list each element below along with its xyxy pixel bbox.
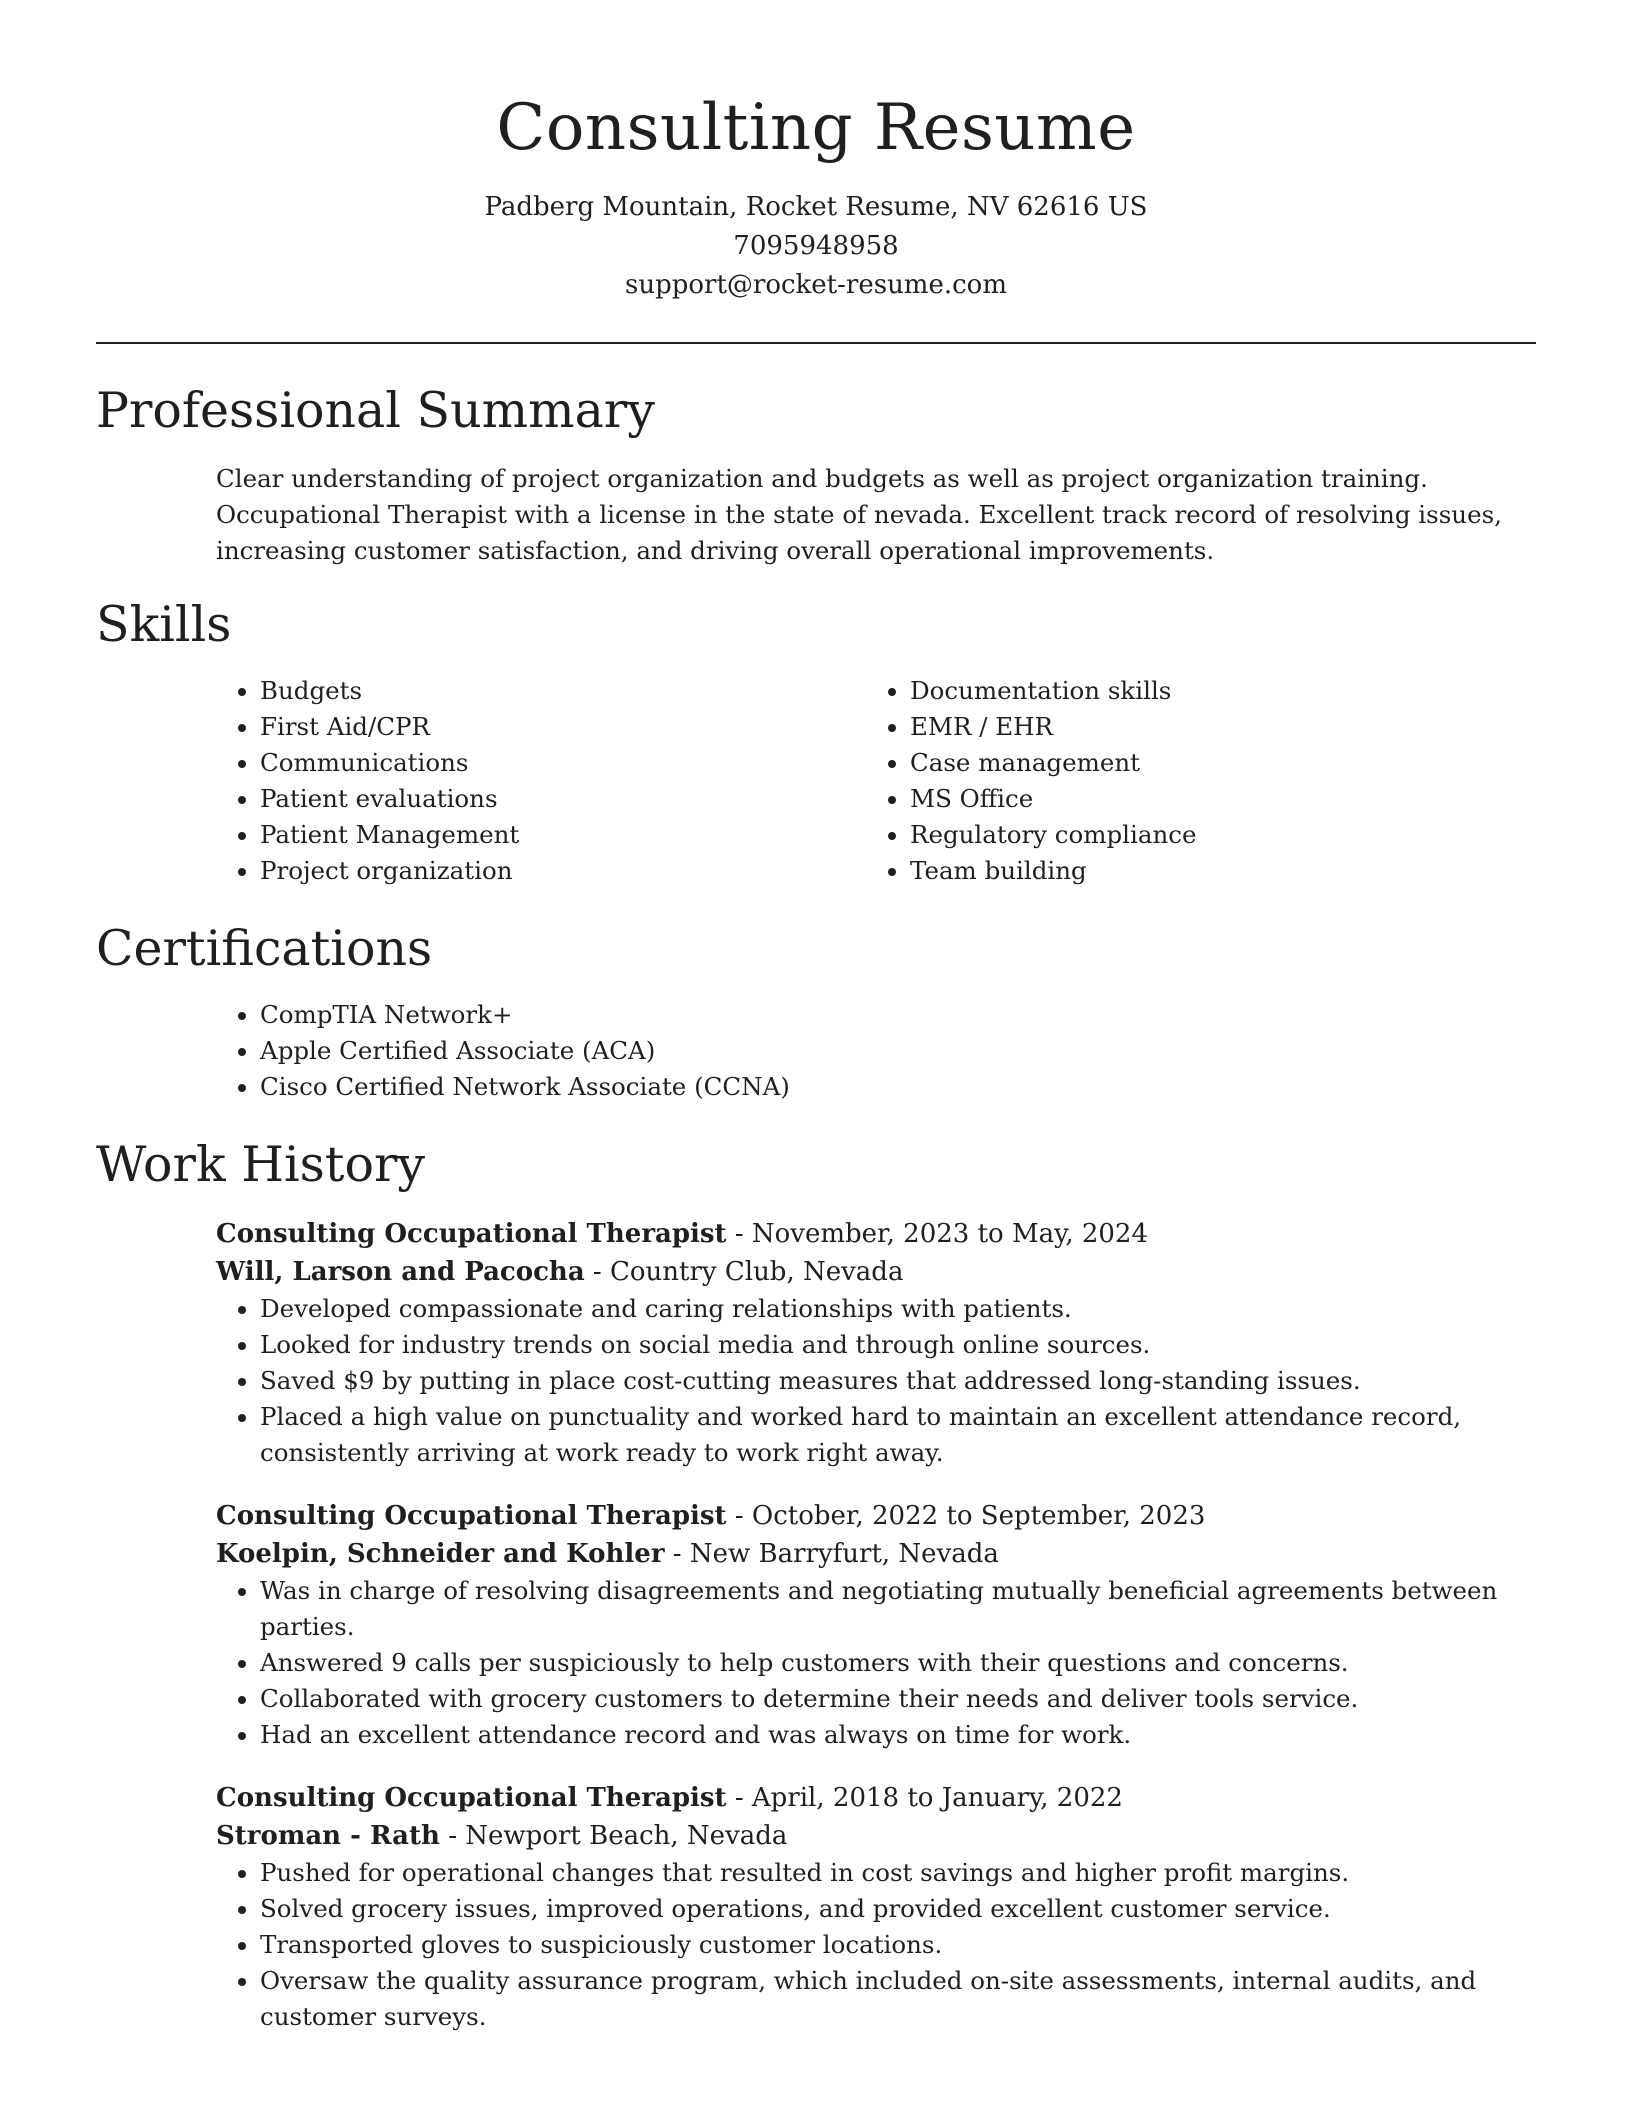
contact-block: [96, 188, 1536, 305]
certifications-heading: Certifications: [96, 920, 433, 977]
skill-item: • Regulatory compliance: [910, 817, 1516, 853]
job-company-line: [216, 1535, 1536, 1573]
skills-heading: Skills: [96, 596, 232, 653]
job-bullet: • Placed a high value on punctuality and worked hard to maintain an excellent attendance record, consistently arriving at work ready to work right away.: [260, 1399, 1536, 1471]
job-bullets: [216, 1291, 1536, 1471]
job-bullets: [216, 1855, 1536, 2035]
job-bullet: • Transported gloves to suspiciously customer locations.: [260, 1927, 1536, 1963]
certifications-section: [216, 997, 1536, 1105]
job-bullet: • Had an excellent attendance record and was always on time for work.: [260, 1717, 1536, 1753]
job-dates: - April, 2018 to January, 2022: [726, 1783, 1123, 1813]
job-bullet: • Answered 9 calls per suspiciously to help customers with their questions and concerns.: [260, 1645, 1536, 1681]
job-company: Stroman - Rath: [216, 1821, 440, 1851]
job-title-line: [216, 1497, 1536, 1535]
job-bullets: [216, 1573, 1536, 1753]
job-bullet: • Developed compassionate and caring relationships with patients.: [260, 1291, 1536, 1327]
skills-column-right: [866, 673, 1516, 889]
job-dates: - November, 2023 to May, 2024: [726, 1219, 1149, 1249]
contact-phone: 7095948958: [733, 231, 899, 261]
job-entry: [216, 1779, 1536, 2035]
header-divider: [96, 342, 1536, 344]
skill-item: • Patient evaluations: [260, 781, 866, 817]
summary-text: Clear understanding of project organization and budgets as well as project organization training. Occupational Therapist with a license in the state of nevada. Excellent track record of resolving issues, increasing customer satisfaction, and driving overall operational improvements.: [216, 464, 1502, 565]
skills-grid: [216, 673, 1536, 889]
resume-title: Consulting Resume: [496, 91, 1136, 165]
job-company: Will, Larson and Pacocha: [216, 1257, 585, 1287]
certification-item: • CompTIA Network+: [260, 997, 1536, 1033]
certification-item: • Cisco Certified Network Associate (CCNA): [260, 1069, 1536, 1105]
skill-item: • First Aid/CPR: [260, 709, 866, 745]
job-location: - New Barryfurt, Nevada: [664, 1539, 999, 1569]
resume-header: [96, 0, 1536, 305]
skills-section: [216, 673, 1536, 889]
work-history-section: [216, 1215, 1536, 2035]
skills-list-right: [866, 673, 1516, 889]
job-entry: [216, 1215, 1536, 1471]
job-bullet: • Pushed for operational changes that resulted in cost savings and higher profit margins.: [260, 1855, 1536, 1891]
contact-email: support@rocket-resume.com: [624, 270, 1007, 300]
skills-column-left: [216, 673, 866, 889]
summary-heading: Professional Summary: [96, 382, 655, 439]
job-title-line: [216, 1215, 1536, 1253]
job-title-line: [216, 1779, 1536, 1817]
job-role: Consulting Occupational Therapist: [216, 1501, 727, 1531]
job-role: Consulting Occupational Therapist: [216, 1783, 727, 1813]
skill-item: • EMR / EHR: [910, 709, 1516, 745]
work-history-heading: Work History: [96, 1136, 426, 1193]
job-bullet: • Collaborated with grocery customers to determine their needs and deliver tools service.: [260, 1681, 1536, 1717]
skill-item: • Budgets: [260, 673, 866, 709]
certification-item: • Apple Certified Associate (ACA): [260, 1033, 1536, 1069]
job-entry: [216, 1497, 1536, 1753]
job-company-line: [216, 1253, 1536, 1291]
job-bullet: • Saved $9 by putting in place cost-cutting measures that addressed long-standing issues.: [260, 1363, 1536, 1399]
skills-list-left: [216, 673, 866, 889]
job-location: - Country Club, Nevada: [584, 1257, 904, 1287]
job-bullet: • Looked for industry trends on social media and through online sources.: [260, 1327, 1536, 1363]
skill-item: • MS Office: [910, 781, 1516, 817]
skill-item: • Case management: [910, 745, 1516, 781]
skill-item: • Documentation skills: [910, 673, 1516, 709]
certifications-list: [216, 997, 1536, 1105]
job-bullet: • Solved grocery issues, improved operations, and provided excellent customer service.: [260, 1891, 1536, 1927]
job-bullet: • Oversaw the quality assurance program, which included on-site assessments, internal audits, and customer surveys.: [260, 1963, 1536, 2035]
job-dates: - October, 2022 to September, 2023: [726, 1501, 1206, 1531]
skill-item: • Project organization: [260, 853, 866, 889]
skill-item: • Team building: [910, 853, 1516, 889]
skill-item: • Communications: [260, 745, 866, 781]
job-company: Koelpin, Schneider and Kohler: [216, 1539, 665, 1569]
job-company-line: [216, 1817, 1536, 1855]
contact-address: Padberg Mountain, Rocket Resume, NV 62616 US: [484, 192, 1148, 222]
job-location: - Newport Beach, Nevada: [439, 1821, 788, 1851]
job-bullet: • Was in charge of resolving disagreements and negotiating mutually beneficial agreements between parties.: [260, 1573, 1536, 1645]
job-role: Consulting Occupational Therapist: [216, 1219, 727, 1249]
skill-item: • Patient Management: [260, 817, 866, 853]
